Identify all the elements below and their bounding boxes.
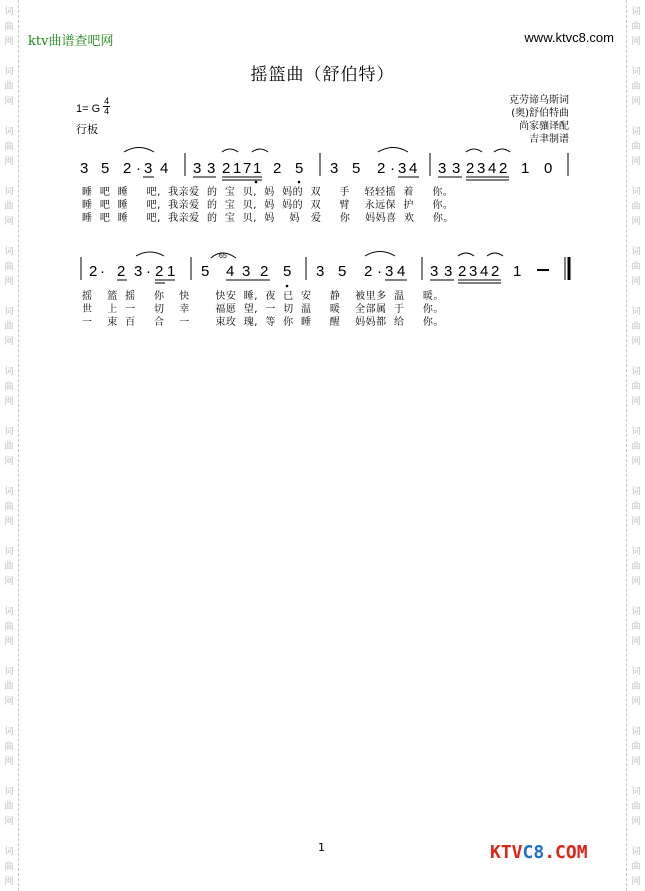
watermark-glyph: 曲 (631, 322, 641, 332)
watermark-glyph: 网 (4, 337, 14, 347)
watermark-glyph: 曲 (4, 22, 14, 32)
time-numerator: 4 (104, 96, 110, 106)
watermark-glyph: 词 (631, 607, 641, 617)
lyricist: 克劳谛乌斯词 (509, 95, 569, 106)
note: 2 (123, 160, 132, 177)
watermark-glyph: 网 (4, 97, 14, 107)
watermark-glyph: 网 (631, 877, 641, 887)
watermark-glyph: 词 (631, 187, 641, 197)
watermark-glyph: 词 (631, 67, 641, 77)
watermark-glyph: 网 (4, 877, 14, 887)
logo-part-ktv: KTV (490, 842, 523, 863)
watermark-glyph: 曲 (4, 622, 14, 632)
note: 3 (444, 263, 453, 280)
note: 7 (243, 160, 252, 177)
note: 4 (160, 160, 169, 177)
watermark-glyph: 曲 (4, 682, 14, 692)
note: 0 (544, 160, 553, 177)
note: 1 (167, 263, 176, 280)
note: 2 (364, 263, 373, 280)
note: 3 (134, 263, 143, 280)
note: 2 (499, 160, 508, 177)
watermark-glyph: 曲 (631, 562, 641, 572)
note: 3 (316, 263, 325, 280)
watermark-glyph: 曲 (4, 82, 14, 92)
watermark-glyph: 词 (631, 307, 641, 317)
watermark-glyph: 词 (4, 787, 14, 797)
slur (494, 149, 510, 152)
note: 2 (89, 263, 98, 280)
watermark-glyph: 网 (4, 517, 14, 527)
watermark-glyph: 网 (631, 817, 641, 827)
note-dot: · (390, 160, 395, 177)
watermark-glyph: 词 (4, 247, 14, 257)
watermark-glyph: 曲 (4, 442, 14, 452)
watermark-glyph: 曲 (4, 562, 14, 572)
watermark-glyph: 曲 (4, 142, 14, 152)
translator: 尚家骧译配 (519, 121, 569, 132)
slur (487, 253, 503, 256)
slur (466, 149, 482, 152)
watermark-glyph: 曲 (4, 202, 14, 212)
note: 3 (207, 160, 216, 177)
watermark-glyph: 网 (631, 757, 641, 767)
note: 2 (155, 263, 164, 280)
watermark-glyph: 词 (4, 187, 14, 197)
note: 4 (409, 160, 418, 177)
lyric-line: 一 束 百 合 一 束玫 瑰, 等 你 睡 醒 妈妈都 给 你。 (82, 317, 444, 328)
composer: (奥)舒伯特曲 (511, 108, 569, 119)
watermark-glyph: 网 (4, 817, 14, 827)
watermark-glyph: 网 (631, 97, 641, 107)
logo-part-com: .COM (544, 842, 588, 863)
watermark-glyph: 词 (631, 547, 641, 557)
watermark-glyph: 曲 (4, 862, 14, 872)
watermark-glyph: 词 (631, 367, 641, 377)
slur (365, 252, 395, 257)
watermark-glyph: 网 (631, 337, 641, 347)
transcriber: 吉聿制谱 (529, 134, 569, 145)
site-name-left: ktv曲谱查吧网 (28, 34, 114, 49)
watermark-glyph: 网 (4, 697, 14, 707)
watermark-glyph: 曲 (631, 442, 641, 452)
watermark-glyph: 网 (631, 457, 641, 467)
watermark-glyph: 词 (4, 127, 14, 137)
watermark-glyph: 曲 (4, 262, 14, 272)
watermark-glyph: 词 (4, 607, 14, 617)
note: 2 (222, 160, 231, 177)
watermark-glyph: 词 (4, 367, 14, 377)
watermark-glyph: 词 (4, 847, 14, 857)
watermark-glyph: 词 (631, 667, 641, 677)
watermark-glyph: 网 (4, 217, 14, 227)
note: 5 (352, 160, 361, 177)
note: 5 (101, 160, 110, 177)
watermark-glyph: 网 (4, 637, 14, 647)
watermark-glyph: 网 (631, 637, 641, 647)
watermark-glyph: 网 (631, 517, 641, 527)
note: 2 (458, 263, 467, 280)
slur (136, 252, 164, 256)
slur (222, 149, 238, 152)
site-logo (490, 842, 588, 863)
watermark-glyph: 曲 (4, 382, 14, 392)
note: 4 (226, 263, 235, 280)
watermark-glyph: 曲 (4, 322, 14, 332)
watermark-glyph: 网 (4, 157, 14, 167)
note: 1 (513, 263, 522, 280)
watermark-glyph: 网 (4, 397, 14, 407)
note: 4 (488, 160, 497, 177)
watermark-glyph: 词 (4, 727, 14, 737)
watermark-glyph: 词 (4, 667, 14, 677)
watermark-glyph: 网 (631, 577, 641, 587)
watermark-glyph: 曲 (631, 502, 641, 512)
watermark-glyph: 曲 (4, 502, 14, 512)
watermark-glyph: 词 (4, 67, 14, 77)
logo-part-c8: C8 (522, 842, 545, 863)
watermark-glyph: 词 (631, 247, 641, 257)
note: 1 (253, 160, 262, 177)
watermark-glyph: 曲 (631, 202, 641, 212)
page-number: 1 (318, 841, 325, 854)
note: 3 (144, 160, 153, 177)
note: 2 (260, 263, 269, 280)
watermark-glyph: 曲 (631, 862, 641, 872)
note: 2 (491, 263, 500, 280)
watermark-glyph: 词 (631, 787, 641, 797)
watermark-glyph: 词 (631, 727, 641, 737)
watermark-glyph: 网 (4, 757, 14, 767)
note: 4 (397, 263, 406, 280)
watermark-glyph: 曲 (4, 742, 14, 752)
note: 4 (480, 263, 489, 280)
note: 2 (273, 160, 282, 177)
watermark-glyph: 网 (4, 577, 14, 587)
lyric-line: 睡 吧 睡 吧, 我亲爱 的 宝 贝, 妈 妈 爱 你 妈妈喜 欢 你。 (82, 213, 454, 224)
note: 3 (242, 263, 251, 280)
note: 3 (469, 263, 478, 280)
lyric-line: 世 上 一 切 幸 福愿 望, 一 切 温 暖 全部属 于 你。 (82, 304, 444, 315)
score-system-1 (80, 148, 568, 184)
watermark-glyph: 网 (631, 217, 641, 227)
watermark-glyph: 词 (4, 547, 14, 557)
lyric-line: 睡 吧 睡 吧, 我亲爱 的 宝 贝, 妈 妈的 双 臂 永远保 护 你。 (82, 200, 454, 211)
note: 5 (201, 263, 210, 280)
note: 3 (430, 263, 439, 280)
note: 3 (80, 160, 89, 177)
lyric-line: 睡 吧 睡 吧, 我亲爱 的 宝 贝, 妈 妈的 双 手 轻轻摇 着 你。 (82, 187, 454, 198)
watermark-glyph: 词 (631, 7, 641, 17)
note: 1 (233, 160, 242, 177)
watermark-glyph: 曲 (631, 142, 641, 152)
watermark-glyph: 网 (631, 397, 641, 407)
watermark-glyph: 词 (4, 307, 14, 317)
note-dot: · (146, 263, 151, 280)
watermark-glyph: 词 (631, 487, 641, 497)
note: 5 (283, 263, 292, 280)
watermark-glyph: 网 (4, 457, 14, 467)
watermark-glyph: 词 (4, 487, 14, 497)
watermark-glyph: 曲 (631, 382, 641, 392)
score-system-2 (81, 252, 569, 288)
slur (252, 149, 268, 152)
key-label: 1= G (76, 102, 101, 115)
watermark-glyph: 曲 (631, 682, 641, 692)
note: 3 (398, 160, 407, 177)
watermark-glyph: 曲 (631, 22, 641, 32)
note: 3 (452, 160, 461, 177)
watermark-glyph: 曲 (631, 262, 641, 272)
note-dot: · (100, 263, 105, 280)
watermark-glyph: 词 (631, 427, 641, 437)
slur (458, 253, 474, 256)
tempo-marking: 行板 (76, 123, 98, 136)
note: 2 (377, 160, 386, 177)
note: 2 (117, 263, 126, 280)
watermark-glyph: 网 (631, 157, 641, 167)
watermark-glyph: 曲 (631, 802, 641, 812)
time-denominator: 4 (104, 106, 110, 116)
note-dot: · (136, 160, 141, 177)
watermark-glyph: 词 (631, 127, 641, 137)
note: 5 (295, 160, 304, 177)
note: 3 (385, 263, 394, 280)
note: 3 (193, 160, 202, 177)
note: 3 (477, 160, 486, 177)
slur (124, 148, 154, 153)
slur (378, 148, 408, 153)
note: 1 (521, 160, 530, 177)
watermark-glyph: 网 (4, 277, 14, 287)
note: 3 (330, 160, 339, 177)
note: 3 (438, 160, 447, 177)
watermark-glyph: 曲 (4, 802, 14, 812)
watermark-glyph: 词 (4, 427, 14, 437)
watermark-glyph: 曲 (631, 622, 641, 632)
watermark-glyph: 词 (4, 7, 14, 17)
watermark-glyph: 词 (631, 847, 641, 857)
watermark-glyph: 网 (631, 277, 641, 287)
watermark-glyph: 网 (4, 37, 14, 47)
grace-notes: 65 (219, 253, 227, 260)
site-url-right: www.ktvc8.com (524, 30, 614, 45)
watermark-glyph: 网 (631, 37, 641, 47)
note: 2 (466, 160, 475, 177)
song-title: 摇篮曲（舒伯特） (250, 65, 395, 85)
lyric-line: 摇 篮 摇 你 快 快安 睡, 夜 已 安 静 被里多 温 暖。 (82, 291, 444, 302)
note: 5 (338, 263, 347, 280)
watermark-glyph: 曲 (631, 742, 641, 752)
watermark-glyph: 曲 (631, 82, 641, 92)
note-dot: · (377, 263, 382, 280)
watermark-glyph: 网 (631, 697, 641, 707)
